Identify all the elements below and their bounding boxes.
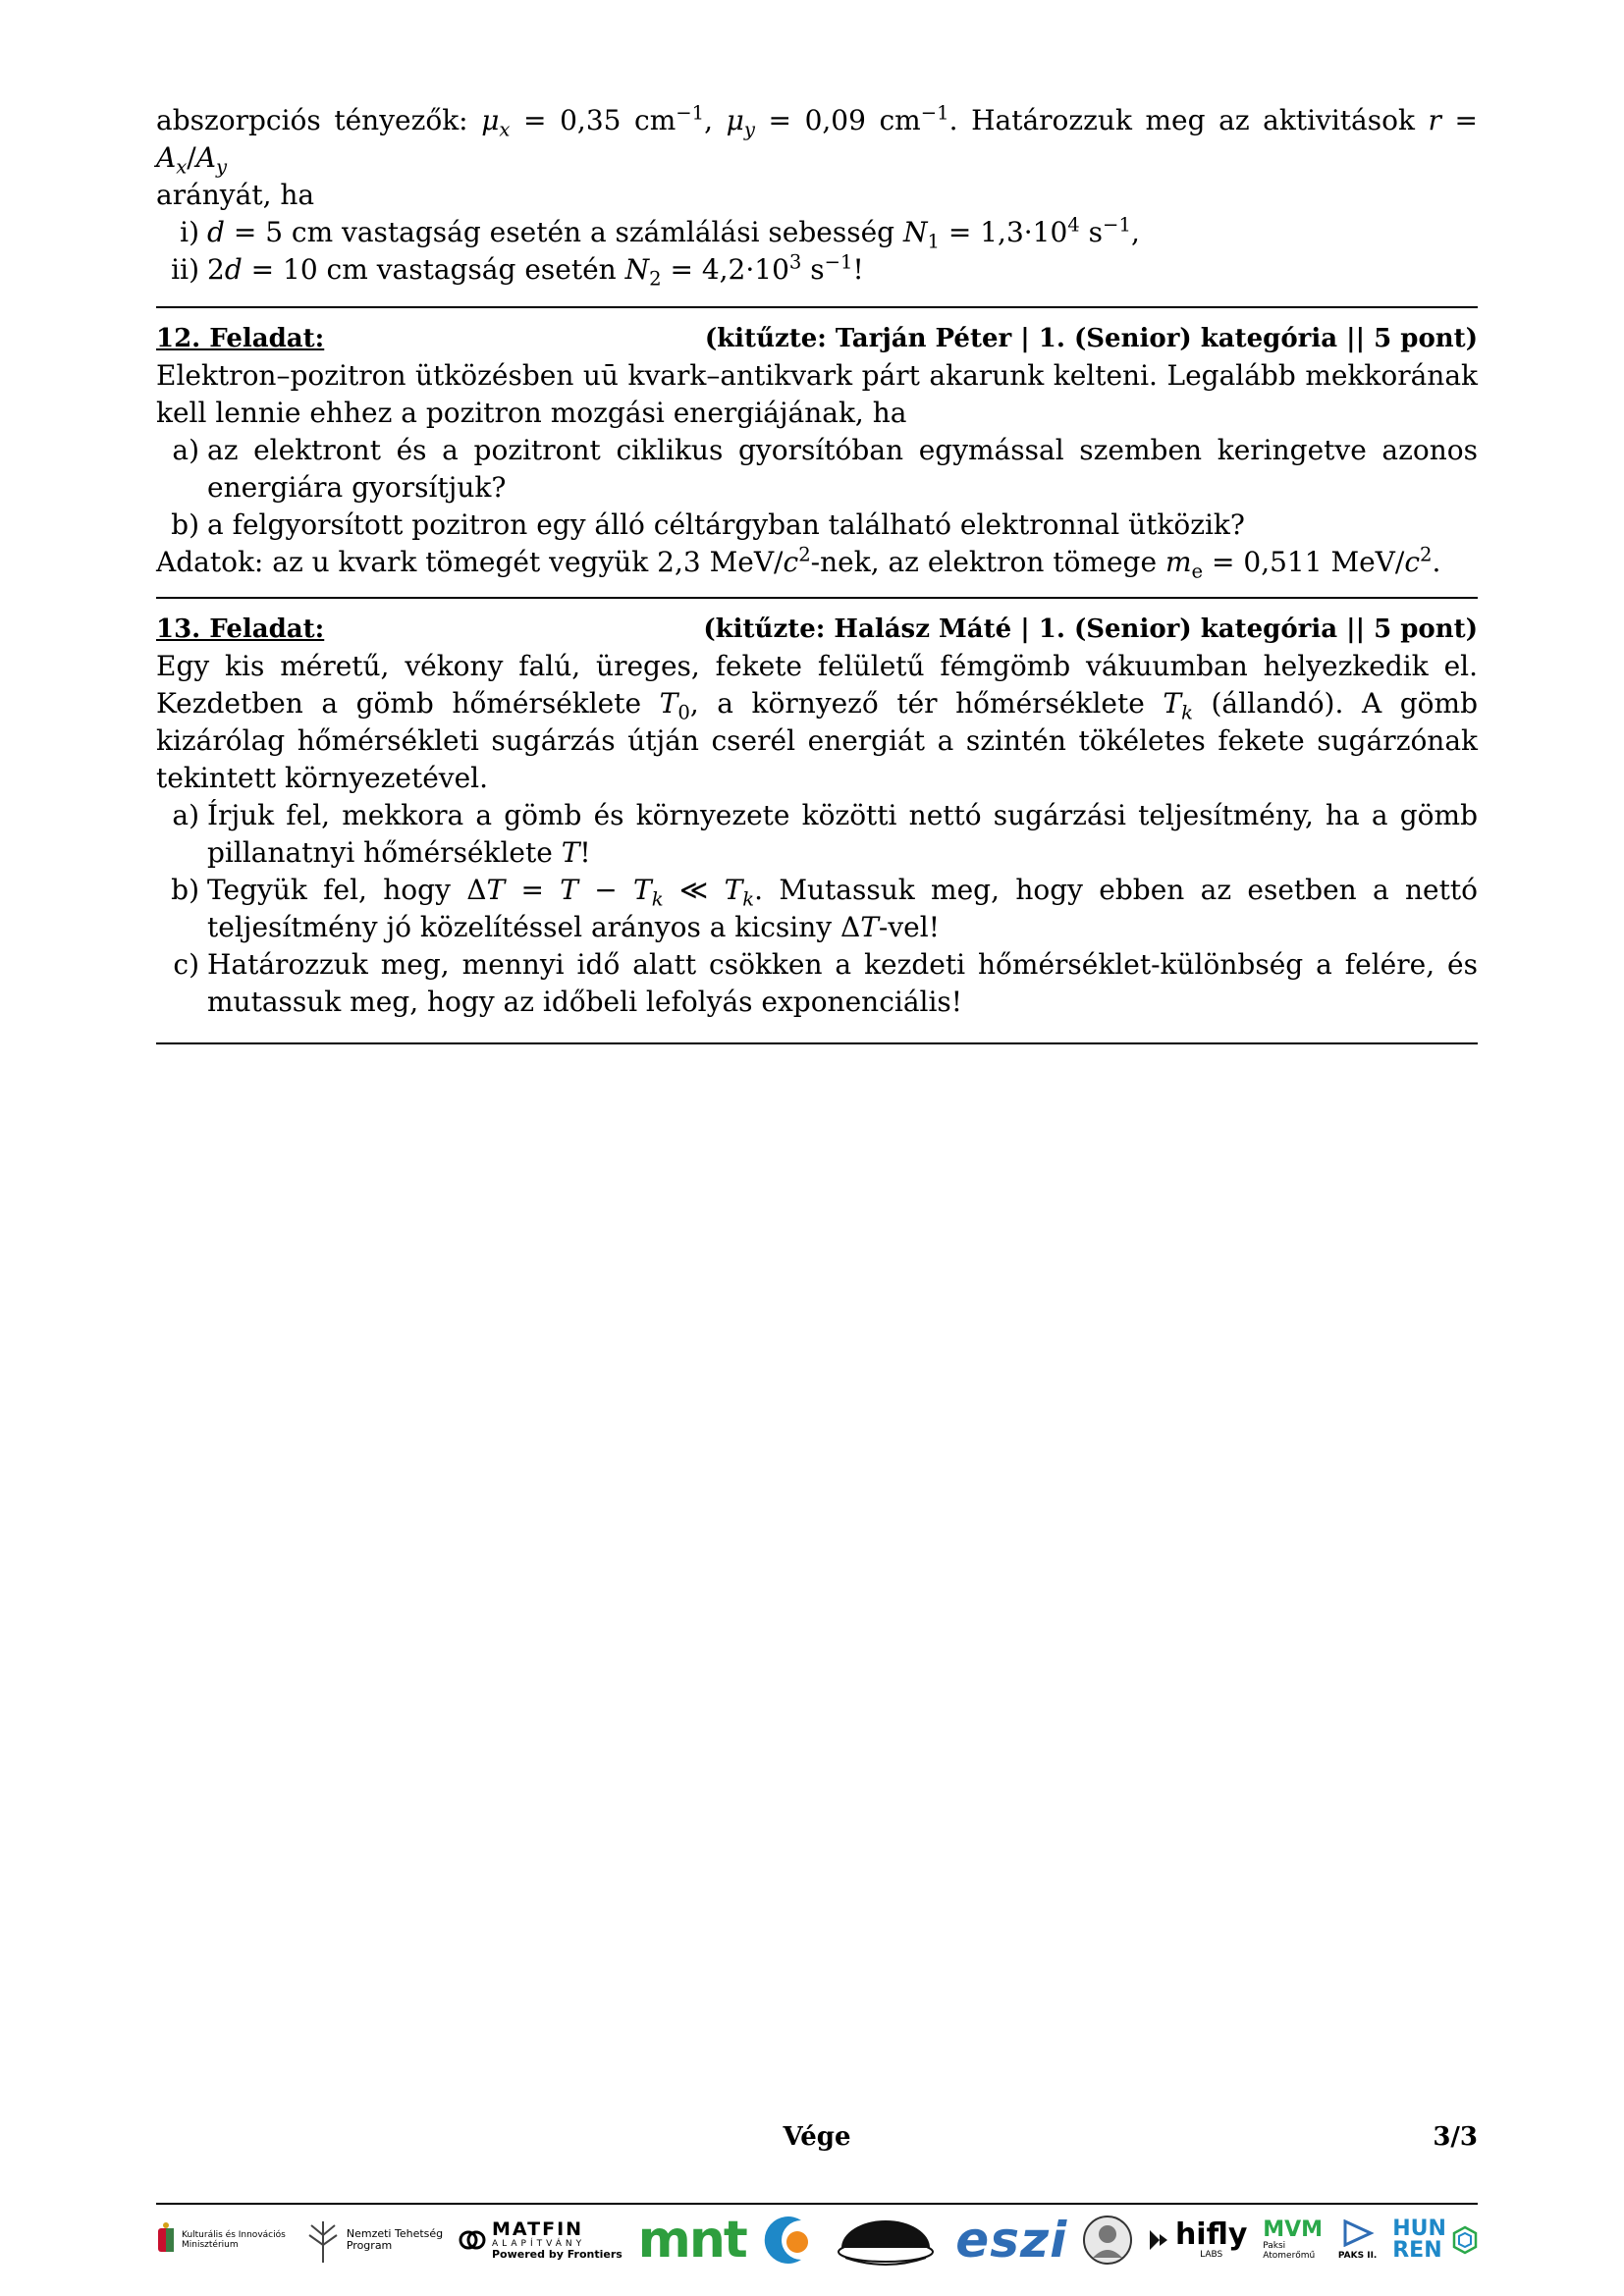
kim-logo: Kulturális és Innovációs Minisztérium [156,2220,290,2260]
task-13-c: c) Határozzuk meg, mennyi idő alatt csökken a kezdeti hőmérséklet-különbség a felére, és mutassuk meg, hogy az időbeli lefolyás exponenciális! [173,948,1478,1018]
eszi-logo: eszi [955,2212,1068,2269]
matfin-icon [459,2226,486,2254]
matfin-logo: MATFIN ALAPÍTVÁNY Powered by Frontiers [459,2219,623,2261]
hifly-icon [1148,2226,1169,2254]
crescent-logo-icon [762,2213,817,2268]
c-logo [762,2213,817,2268]
task-13-header [156,611,1478,648]
task-12-meta: (kitűzte: Tarján Péter | 1. (Senior) kategória || 5 pont) [704,324,1478,353]
hunren-logo: HUN REN [1392,2218,1478,2262]
task-12-a: a) az elektront és a pozitront ciklikus gyorsítóban egymással szemben keringetve azonos energiára gyorsítjuk? [172,434,1478,504]
page-content [156,102,1478,1044]
portrait-logo [1083,2213,1132,2268]
portrait-medal-icon [1083,2213,1132,2268]
divider [156,306,1478,308]
mnt-logo: mnt [637,2211,746,2269]
page-number: 3/3 [1433,2122,1478,2152]
mvm-logo: MVM Paksi Atomerőmű [1263,2217,1324,2261]
task-12-b: b) a felgyorsított pozitron egy álló céltárgyban található elektronnal ütközik? [171,508,1245,541]
meni-dome-icon [832,2213,940,2268]
footer-end-label: Vége [783,2122,851,2152]
task-13-a: a) Írjuk fel, mekkora a gömb és környezete közötti nettó sugárzási teljesítmény, ha a gömb pillanatnyi hőmérséklete T! [172,799,1478,869]
paks2-arrow-icon [1341,2219,1375,2247]
coat-of-arms-icon [156,2220,176,2260]
divider [156,1042,1478,1044]
hexagon-icon [1452,2225,1478,2255]
task-12-data: Adatok: az u kvark tömegét vegyük 2,3 MeV/$c^2$-nek, az elektron tömege $m_e = 0,511$ MeV/$c^2$. [156,543,1441,583]
task-13-intro: Egy kis méretű, vékony falú, üreges, fekete felületű fémgömb vákuumban helyezkedik el. Kezdetben a gömb hőmérséklete $T_0$, a környező tér hőmérséklete $T_k$ (állandó). A gömb kizárólag hőmérsékleti sugárzás útján cserél energiát a szintén tökéletes fekete sugárzónak tekintett környezetével. [156,650,1478,794]
task-13-meta: (kitűzte: Halász Máté | 1. (Senior) kategória || 5 pont) [703,614,1478,644]
intro-continuation: abszorpciós tényezők: $\mu_x = 0,35$ $cm^{-1}$, $\mu_y = 0,09$ $cm^{-1}$. Határozzuk meg az aktivitások $r = A_x/A_y$ arányát, ha [156,101,1478,211]
task-13-b: b) Tegyük fel, hogy $\Delta T = T - T_k$ ≪ $T_k$. Mutassuk meg, hogy ebben az esetben a nettó teljesítmény jó közelítéssel arányos a kicsiny ΔT-vel! [171,874,1478,943]
meni-logo [832,2213,940,2268]
ntp-wheat-icon [305,2216,341,2265]
footer-divider [156,2203,1478,2205]
task-13-number: 13. Feladat: [156,614,325,644]
task-12-number: 12. Feladat: [156,324,325,353]
ntp-logo: Nemzeti Tehetség Program [305,2216,443,2265]
sponsor-logos [156,2209,1478,2271]
divider [156,597,1478,599]
hifly-logo: hifly LABS [1148,2220,1247,2260]
item-i: i) d = 5 cm vastagság esetén a számlálási sebesség $N_1 = 1,3\cdot 10^4$ $s^{-1}$, [180,213,1140,253]
task-12-header [156,320,1478,357]
paks2-logo: PAKS II. [1338,2219,1377,2261]
task-12-intro: Elektron–pozitron ütközésben uū kvark–antikvark párt akarunk kelteni. Legalább mekkorának kell lennie ehhez a pozitron mozgási energiájának, ha [156,359,1478,429]
item-ii: ii) 2d = 10 cm vastagság esetén $N_2 = 4,2\cdot 10^3$ $s^{-1}$! [171,250,864,291]
